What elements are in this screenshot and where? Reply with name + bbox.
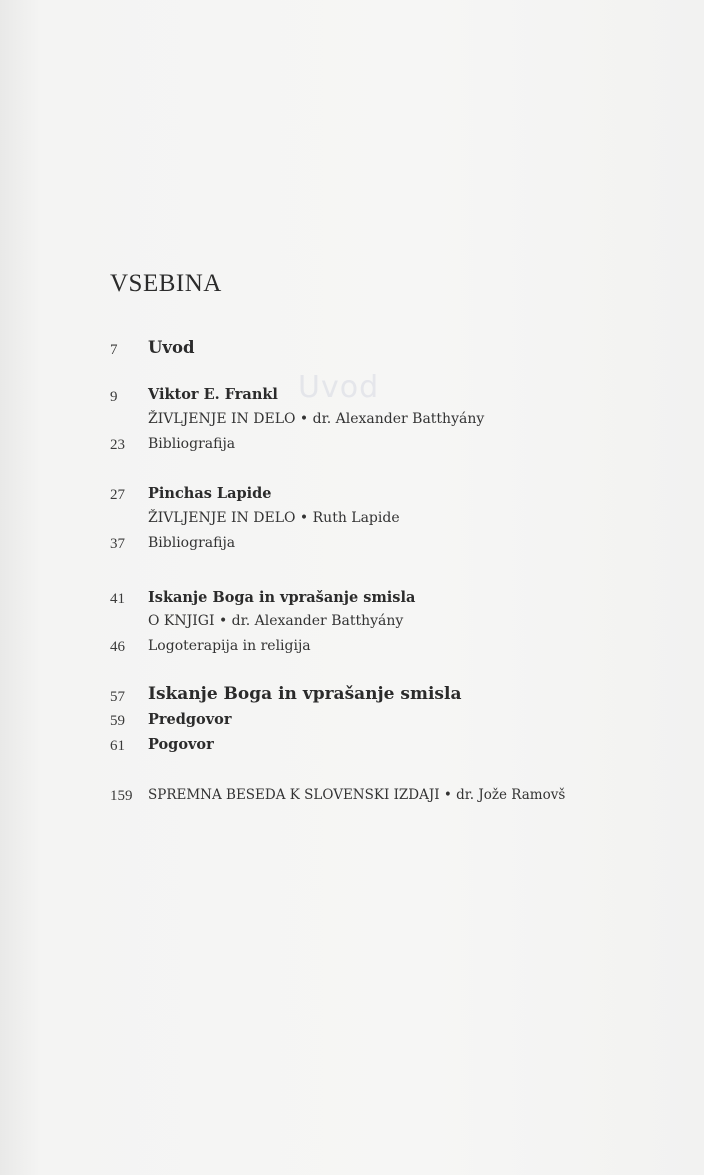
entry-title: Predgovor (148, 711, 232, 728)
entry-title: Uvod (148, 338, 195, 357)
page-number: 57 (110, 689, 125, 705)
page-number: 59 (110, 713, 125, 729)
entry-title: Pogovor (148, 736, 214, 753)
entry-subtitle: ŽIVLJENJE IN DELO • Ruth Lapide (148, 510, 400, 526)
show-through-text: Uvod (298, 370, 380, 405)
page-number: 159 (110, 788, 133, 804)
entry-title: Viktor E. Frankl (148, 386, 278, 403)
page-number: 61 (110, 738, 125, 754)
page-number: 37 (110, 536, 125, 552)
toc-heading: VSEBINA (110, 270, 222, 297)
page-number: 7 (110, 342, 118, 358)
page-number: 9 (110, 389, 118, 405)
entry-title: SPREMNA BESEDA K SLOVENSKI IZDAJI • dr. Jože Ramovš (148, 787, 566, 803)
page-number: 41 (110, 591, 125, 607)
entry-title: Bibliografija (148, 436, 236, 452)
entry-subtitle: O KNJIGI • dr. Alexander Batthyány (148, 613, 404, 629)
page-number: 23 (110, 437, 125, 453)
entry-subtitle: ŽIVLJENJE IN DELO • dr. Alexander Batthyány (148, 411, 485, 427)
entry-title: Iskanje Boga in vprašanje smisla (148, 589, 416, 606)
page-number: 27 (110, 487, 125, 503)
entry-title: Logoterapija in religija (148, 638, 311, 654)
entry-title: Pinchas Lapide (148, 485, 272, 502)
entry-title: Bibliografija (148, 535, 236, 551)
entry-title: Iskanje Boga in vprašanje smisla (148, 684, 462, 704)
page-number: 46 (110, 639, 125, 655)
